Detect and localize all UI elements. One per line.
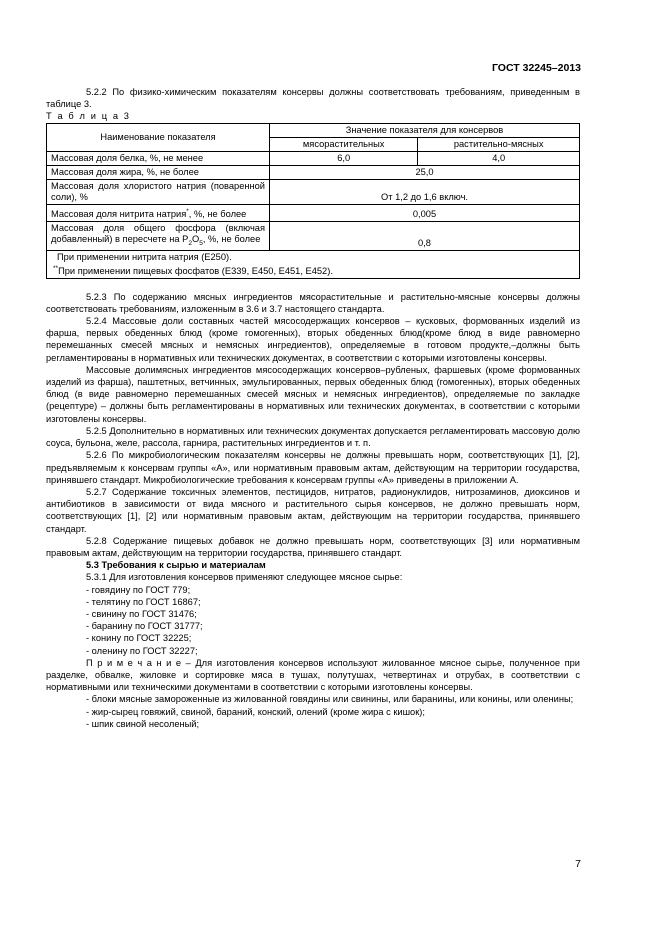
page-number: 7 <box>575 858 581 870</box>
footnote-text: При применении пищевых фосфатов (Е339, Е450, Е451, Е452). <box>58 265 333 276</box>
row-value: 25,0 <box>270 165 580 179</box>
paragraph-5-2-6: 5.2.6 По микробиологическим показателям консервы не должны превышать норм, соответствующих [1], [2], предъявляемым к консервам группы «А», или нормативным правовым актам, действующим на территории государства, принявшего стандарт. Микробиологические требования к консервам группы «А» приведены в приложении А. <box>46 450 580 485</box>
document-body <box>46 86 580 730</box>
footnote-2 <box>51 263 575 277</box>
paragraph-5-2-2: 5.2.2 По физико-химическим показателям консервы должны соответствовать требованиям, приведенным в таблице 3. <box>46 87 580 110</box>
list-item: - конину по ГОСТ 32225; <box>86 633 192 644</box>
row-name-part: O <box>191 233 200 244</box>
row-name-part: , %, не более <box>188 208 247 219</box>
subscript: 2 <box>188 239 192 247</box>
table-row <box>47 165 580 179</box>
sub-column-header-2: растительно-мясных <box>418 137 580 151</box>
requirements-table <box>46 123 580 279</box>
list-item: - говядину по ГОСТ 779; <box>86 584 191 595</box>
footnote-mark: * <box>186 207 189 215</box>
note <box>46 657 580 694</box>
table-row <box>47 179 580 204</box>
list-item: - баранину по ГОСТ 31777; <box>86 621 203 632</box>
row-value: 0,8 <box>270 221 580 250</box>
footnote-1: При применении нитрита натрия (Е250). <box>57 251 232 262</box>
column-header-value: Значение показателя для консервов <box>270 123 580 137</box>
row-name: Массовая доля жира, %, не более <box>47 165 270 179</box>
row-name-part: Массовая доля общего фосфора (включая добавленный) в пересчете на P <box>51 222 265 244</box>
row-value: От 1,2 до 1,6 включ. <box>270 179 580 204</box>
list-item: - оленину по ГОСТ 32227; <box>86 645 198 656</box>
table-row <box>47 221 580 250</box>
paragraph-5-2-3: 5.2.3 По содержанию мясных ингредиентов мясорастительные и растительно-мясные консервы должны соответствовать требованиям, изложенным в 3.6 и 3.7 настоящего стандарта. <box>46 291 580 314</box>
row-name <box>47 204 270 221</box>
row-name: Массовая доля белка, %, не менее <box>47 151 270 165</box>
list-item: - свинину по ГОСТ 31476; <box>86 608 197 619</box>
subscript: 5 <box>199 239 203 247</box>
paragraph-5-2-8: 5.2.8 Содержание пищевых добавок не должно превышать норм, соответствующих [3] или нормативным правовым актам, действующим на территории государства, принявшего стандарт. <box>46 535 580 558</box>
footnote-mark: ** <box>53 264 59 272</box>
note-text: – Для изготовления консервов используют жилованное мясное сырье, полученное при разделке, обвалке, жиловке и сортировке мяса в тушах, полутушах, четвертинах и отрубах, в соответствии с нормативными или техническими документами в соответствии с которыми изготовлены консервы. <box>46 657 580 693</box>
column-header-name: Наименование показателя <box>47 123 270 151</box>
document-id-header: ГОСТ 32245–2013 <box>491 62 581 74</box>
table-caption: Т а б л и ц а 3 <box>46 111 131 122</box>
paragraph-5-2-7: 5.2.7 Содержание токсичных элементов, пестицидов, нитратов, радионуклидов, нитрозаминов, диоксинов и антибиотиков в зависимости от вида мясного и растительного сырья консервов, не должно превышать норм, соответствующих [1], [2] или нормативным правовым актам, действующим на территории государства, принявшего стандарт. <box>46 486 580 534</box>
table-row <box>47 204 580 221</box>
list-item: - жир-сырец говяжий, свиной, бараний, конский, олений (кроме жира с кишок); <box>86 706 425 717</box>
table-footnotes <box>47 250 580 278</box>
row-value-2: 4,0 <box>418 151 580 165</box>
paragraph-5-2-4b: Массовые долимясных ингредиентов мясосодержащих консервов–рубленых, фаршевых (кроме формованных изделий из фарша), паштетных, ветчинных, эмульгированных, первых обеденных блюд (гомогенных), вторых обеденных блюд (в виде равномерно перемешанных смесей мясных и немясных ингредиентов), определяемые по закладке (рецептуре) – должны быть регламентированы в нормативных или технических документах, в соответствии с которыми изготовлены консервы. <box>46 364 580 424</box>
paragraph-5-2-5: 5.2.5 Дополнительно в нормативных или технических документах допускается регламентировать массовую долю соуса, бульона, желе, рассола, гарнира, растительных ингредиентов и т. п. <box>46 425 580 449</box>
list-item: - шпик свиной несоленый; <box>86 718 200 729</box>
table-row <box>47 151 580 165</box>
row-name-part: , %, не более <box>202 233 261 244</box>
sub-column-header-1: мясорастительных <box>270 137 418 151</box>
row-name-part: Массовая доля нитрита натрия <box>51 208 187 219</box>
row-name: Массовая доля хлористого натрия (поваренной соли), % <box>47 179 270 204</box>
note-label: П р и м е ч а н и е <box>86 657 182 668</box>
paragraph-5-3-1: 5.3.1 Для изготовления консервов применяют следующее мясное сырье: <box>86 572 403 583</box>
row-name <box>47 221 270 250</box>
row-value-1: 6,0 <box>270 151 418 165</box>
list-item: - блоки мясные замороженные из жилованной говядины или свинины, или баранины, или конины, или оленины; <box>86 694 574 705</box>
paragraph-5-2-4: 5.2.4 Массовые доли составных частей мясосодержащих консервов – кусковых, формованных изделий из фарша, первых обеденных блюд (кроме гомогенных), вторых обеденных блюд(кроме блюд в виде равномерно перемешанных смесей мясных и немясных ингредиентов), определяемые в готовом продукте,–должны быть регламентированы в нормативных или технических документах, в соответствии с которыми изготовлены консервы. <box>46 316 580 363</box>
section-heading-5-3: 5.3 Требования к сырью и материалам <box>86 560 266 571</box>
row-value: 0,005 <box>270 204 580 221</box>
list-item: - телятину по ГОСТ 16867; <box>86 596 201 607</box>
